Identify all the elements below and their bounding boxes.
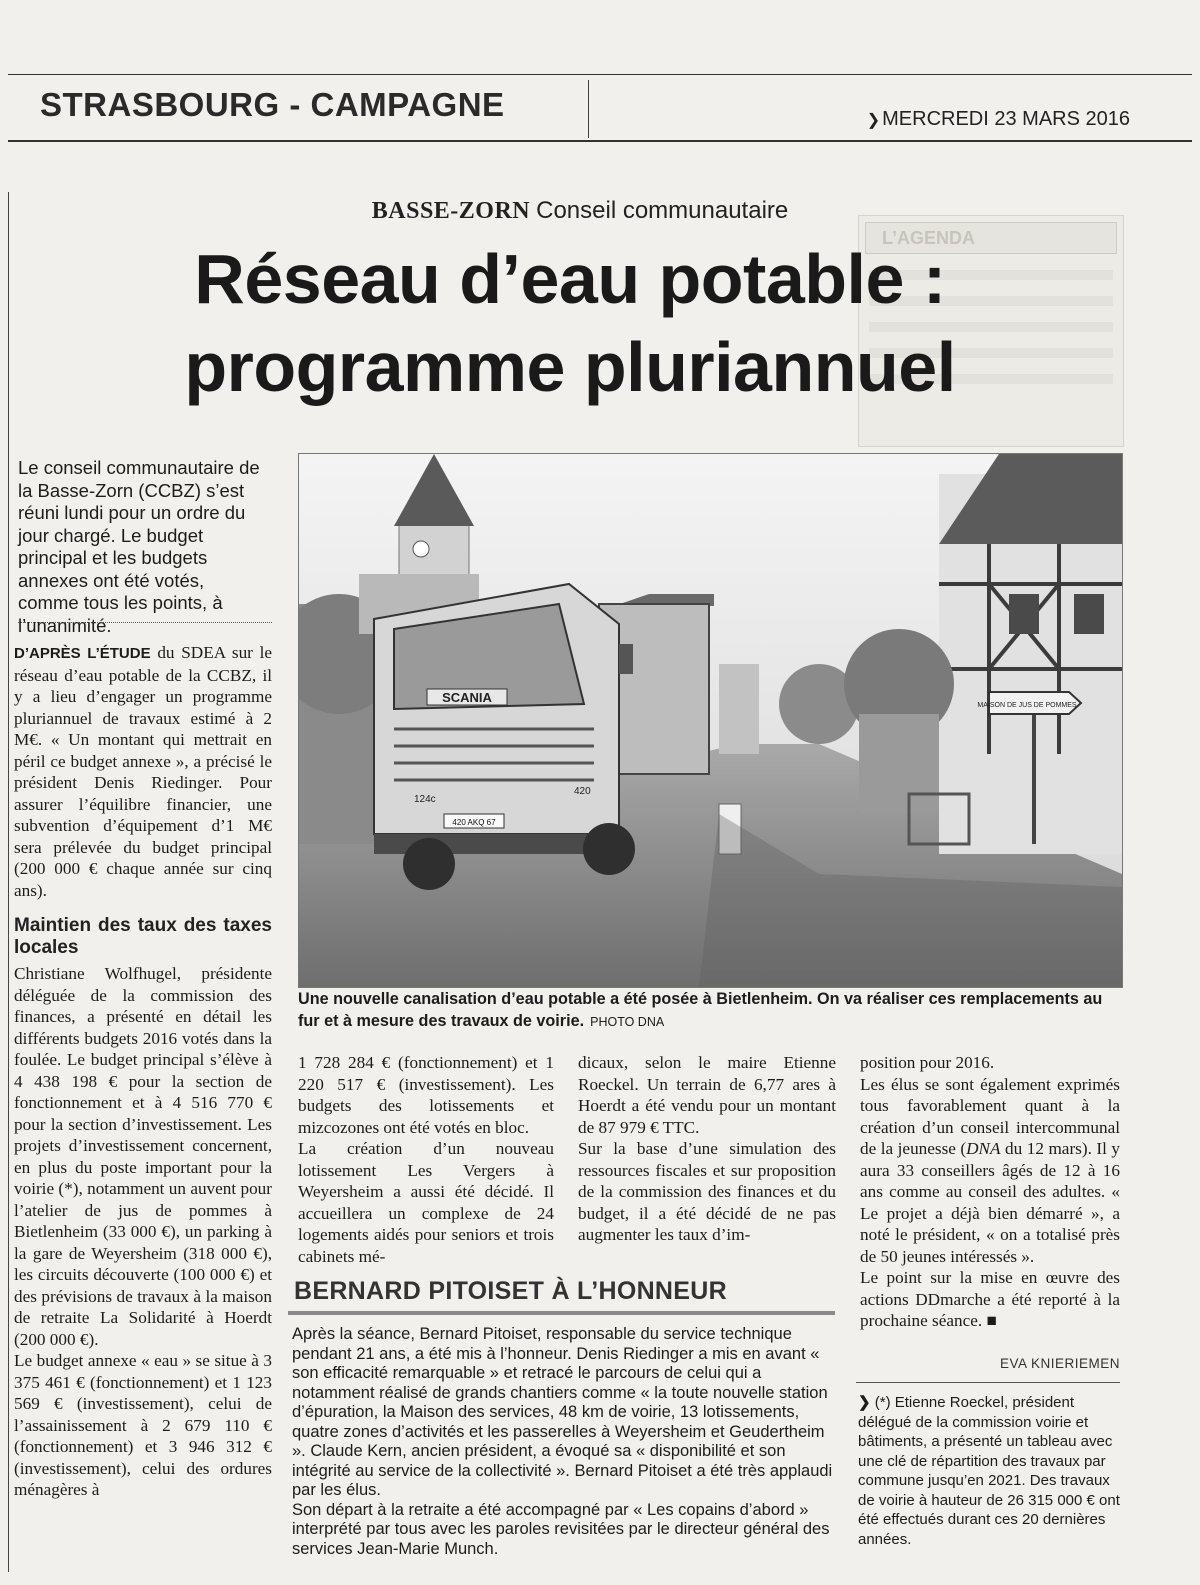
rubric <box>0 197 1160 225</box>
section-title: STRASBOURG - CAMPAGNE <box>40 86 505 123</box>
column-4-source: DNA <box>966 1139 1001 1158</box>
column-4-paragraph-3 <box>860 1267 1120 1332</box>
photo-caption <box>298 989 1128 1033</box>
column-2-paragraph-1: 1 728 284 € (fonctionnement) et 1 220 517 € (investissement). Les budgets des lotissements et mizcozones ont été votés en bloc. <box>298 1053 554 1137</box>
top-rule <box>8 74 1192 75</box>
column-4-text-c: Le point sur la mise en œuvre des actions DDmarche a été reporté à la prochaine séance. <box>860 1268 1120 1330</box>
headline-line-2: programme pluriannuel <box>184 328 956 406</box>
column-4-paragraph-1: position pour 2016. <box>860 1053 995 1072</box>
house-far <box>719 664 759 754</box>
lead-caps: D’APRÈS L’ÉTUDE <box>14 645 151 662</box>
rubric-kicker: BASSE-ZORN <box>371 198 531 224</box>
column-3-paragraph-2: Sur la base d’une simulation des ressources fiscales et sur proposition de la commission des finances et du budget, il a été décidé de ne pas augmenter les taux d’im- <box>578 1139 836 1244</box>
rear-wheel <box>583 823 635 875</box>
body-paragraph-3: Le budget annexe « eau » se situe à 3 375 461 € (fonctionnement) et 1 123 569 € (investissement), celui de l’assainissement à 2 679 110 € (fonctionnement) et 3 946 312 € (investissement), celui des ordures ménagères à <box>14 1351 272 1499</box>
footnote-text: (*) Etienne Roeckel, président délégué de la commission voirie et bâtiments, a présenté un tableau avec une clé de répartition des travaux par commune jusqu’en 2021. Des travaux de voirie à hauteur de 26 315 000 € ont été effectués durant ces 20 dernières années. <box>858 1394 1120 1548</box>
subheading: Maintien des taux des taxes locales <box>14 915 272 958</box>
article-photo <box>298 453 1123 988</box>
front-wheel <box>403 838 455 890</box>
column-3-paragraph-1: dicaux, selon le maire Etienne Roeckel. Un terrain de 6,77 ares à Hoerdt a été vendu pour un montant de 87 979 € TTC. <box>578 1053 836 1137</box>
header-divider <box>588 80 589 138</box>
photo-illustration <box>299 454 1122 987</box>
window <box>1009 594 1039 634</box>
column-4 <box>860 1052 1120 1332</box>
intro-paragraph: Le conseil communautaire de la Basse-Zorn (CCBZ) s’est réuni lundi pour un ordre du jour chargé. Le budget principal et les budgets annexes ont été votés, comme tous les points, à l’unanimité. <box>18 457 260 636</box>
plate-number: 420 AKQ 67 <box>452 818 496 827</box>
body-paragraph-2: Christiane Wolfhugel, présidente déléguée de la commission des finances, a présenté en détail les différents budgets 2016 votés dans la foulée. Le budget principal s’élève à 4 438 198 € pour la section de fonctionnement et à 4 516 770 € pour la section d’investissement. Les projets d’investissement concernent, en plus du poste important pour la voirie (*), notamment un auvent pour l’atelier de jus de pommes à Bietlenheim (33 000 €), un parking à la gare de Weyersheim (318 000 €), les circuits découverte (100 000 €) et des prévisions de travaux à la maison de retraite La Solidarité à Hoerdt (200 000 €). <box>14 964 272 1349</box>
agenda-label: L’AGENDA <box>865 222 1117 254</box>
note-rule <box>856 1382 1120 1383</box>
intro-divider <box>18 622 272 623</box>
sign-text: MAISON DE JUS DE POMMES <box>977 702 1077 709</box>
box-body <box>292 1325 840 1559</box>
truck-brand: SCANIA <box>442 690 492 705</box>
column-4-text-a: Les élus se sont également exprimés tous favorablement quant à la création d’un conseil intercommunal de la jeunesse ( <box>860 1074 1120 1158</box>
column-2 <box>298 1052 554 1267</box>
left-column-rule <box>8 192 9 1572</box>
window <box>1074 594 1104 634</box>
body-text: du SDEA sur le réseau d’eau potable de la CCBZ, il y a lieu d’engager un programme pluriannuel de travaux estimé à 2 M€. « Un montant qui mettrait en péril ce budget annexe », a précisé le président Denis Riedinger. Pour assurer l’équilibre financier, une subvention d’équipement d’1 M€ sera prélevée du budget principal (200 000 € chaque année sur cinq ans). <box>14 643 273 900</box>
box-paragraph-1: Après la séance, Bernard Pitoiset, responsable du service technique pendant 21 ans, a été mis à l’honneur. Denis Riedinger a mis en avant « son efficacité remarquable » et retracé le parcours de celui qui a notamment réalisé de grands chantiers comme « la toute nouvelle station d’épuration, la Maison des services, 48 km de voirie, 13 lotissements, quatre zones d’activités et les passerelles à Weyersheim et Geudertheim ». Claude Kern, ancien président, a évoqué sa « disponibilité et son intégrité au service de la collectivité ». Bernard Pitoiset a été très applaudi par les élus. <box>292 1325 833 1499</box>
box-paragraph-2: Son départ à la retraite a été accompagné par « Les copains d’abord » interprété par tous avec les paroles revisitées par le directeur général des services Jean-Marie Munch. <box>292 1500 830 1558</box>
date-arrow-icon: ❯ <box>866 112 881 129</box>
column-2-paragraph-2: La création d’un nouveau lotissement Les Vergers à Weyersheim a aussi été décidé. Il accueillera un complexe de 24 logements aidés pour seniors et trois cabinets mé- <box>298 1139 554 1266</box>
box-rule <box>288 1311 835 1315</box>
headline-line-1: Réseau d’eau potable : <box>194 240 946 318</box>
footnote <box>858 1393 1120 1549</box>
left-column <box>14 642 272 1501</box>
photo-credit: PHOTO DNA <box>590 1014 665 1029</box>
end-mark-icon: ■ <box>986 1311 997 1330</box>
model-badge: 124c <box>414 794 436 805</box>
body-paragraph-1 <box>14 642 272 901</box>
rubric-label: Conseil communautaire <box>536 197 789 224</box>
column-4-paragraph-2 <box>860 1074 1120 1268</box>
date-text: MERCREDI 23 MARS 2016 <box>882 108 1130 130</box>
power-badge: 420 <box>574 786 591 797</box>
box-title: BERNARD PITOISET À L’HONNEUR <box>294 1277 727 1305</box>
wall-right <box>859 714 939 814</box>
author-byline: EVA KNIERIEMEN <box>999 1356 1120 1371</box>
clock-icon <box>413 541 429 557</box>
dateline <box>867 108 1130 131</box>
note-arrow-icon: ❯ <box>858 1394 871 1411</box>
column-4-text-b: du 12 mars). Il y aura 33 conseillers âgés de 12 à 16 ans comme au conseil des adultes. « Le projet a déjà bien démarré », a noté le président, « on a totalisé près de 50 jeunes intéressés ». <box>860 1139 1121 1266</box>
side-mirror <box>619 644 633 674</box>
caption-text: Une nouvelle canalisation d’eau potable a été posée à Bietlenheim. On va réaliser ces remplacements au fur et à mesure des travaux de voirie. <box>298 990 1103 1030</box>
column-3 <box>578 1052 836 1246</box>
header-bottom-rule <box>8 140 1192 142</box>
